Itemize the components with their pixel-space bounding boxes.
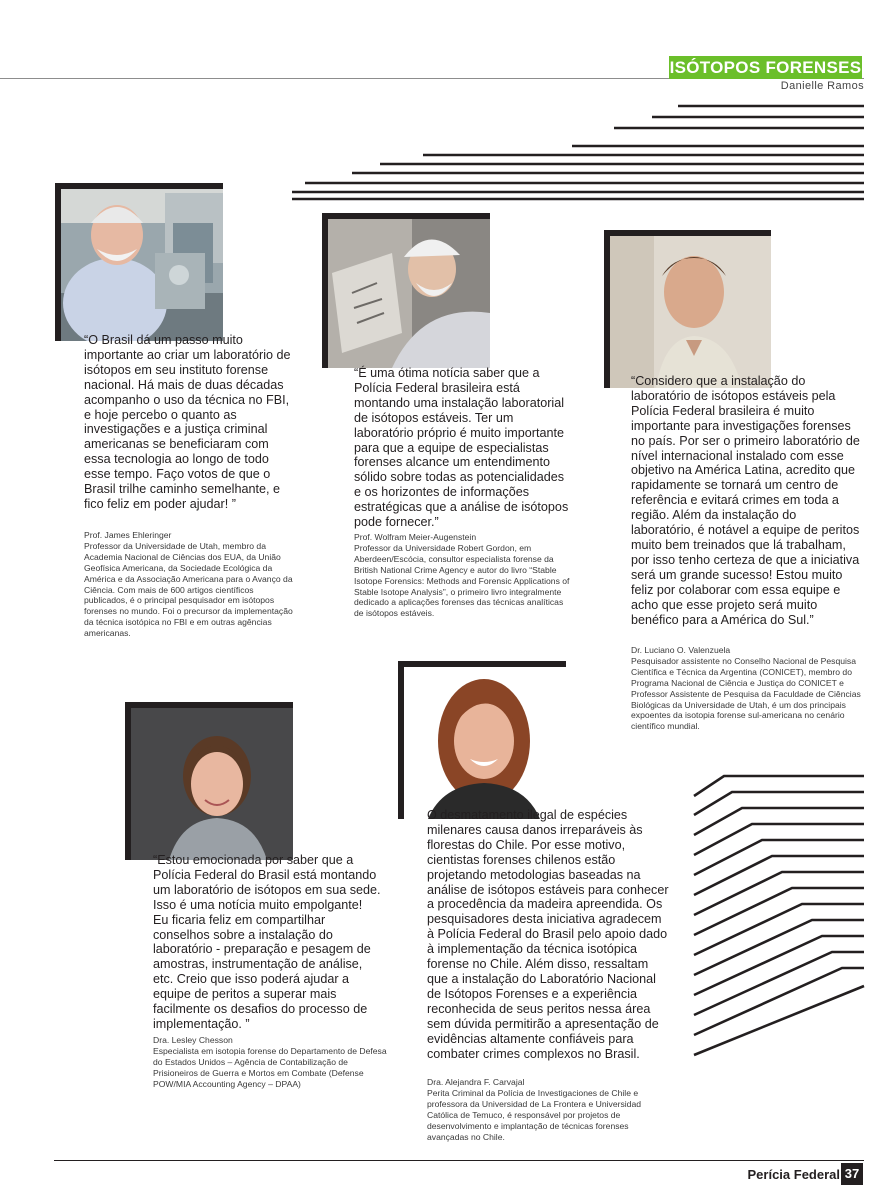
section-tag: ISÓTOPOS FORENSES: [669, 58, 862, 77]
credit-ehleringer: [84, 530, 296, 639]
photo-alejandra-carvajal: [398, 661, 566, 819]
photo-luciano-valenzuela: [604, 230, 771, 388]
page-number: 37: [841, 1163, 863, 1185]
credit-bio: Professor da Universidade Robert Gordon, em Aberdeen/Escócia, consultor especialista forense da British National Crime Agency e autor do livro “Stable Isotope Forensics: Methods and Forensic Applications of Stable Isotope Analysis”, o primeiro livro integralmente dedicado a aplicações forenses das técnicas analíticas de isótopos estáveis.: [354, 542, 570, 619]
credit-bio: Perita Criminal da Polícia de Investigaciones de Chile e professora da Universidad de La Frontera e Universidad Católica de Temuco, é responsável por projetos de desenvolvimento e implantação de técnicas forenses avançadas no Chile.: [427, 1087, 642, 1142]
publication-name: Perícia Federal: [747, 1167, 840, 1182]
photo-james-ehleringer: [55, 183, 223, 341]
credit-bio: Especialista em isotopia forense do Departamento de Defesa do Estados Unidos – Agência de Contabilização de Prisioneiros de Guerra e Mortos em Combate (Defense POW/MIA Accounting Agency – DPAA): [153, 1045, 387, 1089]
article-author: Danielle Ramos: [780, 80, 864, 92]
credit-carvajal: [427, 1077, 669, 1142]
quote-chesson: [153, 853, 381, 1032]
quote-carvajal: [427, 808, 669, 1061]
photo-wolfram-meier-augenstein: [322, 213, 490, 368]
quote-ehleringer: [84, 333, 296, 512]
credit-chesson: [153, 1035, 387, 1090]
credit-name: Dr. Luciano O. Valenzuela: [631, 645, 731, 655]
quote-text: O desmatamento ilegal de espécies milenares causa danos irreparáveis às florestas do Chile. Por esse motivo, cientistas forenses chilenos estão projetando metodologias baseadas na análise de isótopos estáveis para conhecer a procedência da madeira apreendida. Os pesquisadores desta iniciativa agradecem à Polícia Federal do Brasil pelo apoio dado à implementação da técnica isotópica forense no Chile. Além disso, ressaltam que a instalação do Laboratório Nacional de Isótopos Forenses e a experiência reconhecida de seus peritos nessa área sem dúvida permitirão a apresentação de evidências altamente confiáveis para combater crimes complexos no Brasil.: [427, 808, 669, 1061]
credit-name: Prof. James Ehleringer: [84, 530, 172, 540]
quote-text: “Estou emocionada por saber que a Polícia Federal do Brasil está montando um laboratório de isótopos em sua sede. Isso é uma notícia muito empolgante! Eu ficaria feliz em compartilhar conselhos sobre a instalação do laboratório - preparação e pesagem de amostras, instrumentação de análise, etc. Creio que isso poderá ajudar a equipe de peritos a superar mais facilmente os desafios do processo de implementação. ”: [153, 853, 381, 1031]
footer-rule: [54, 1160, 864, 1161]
credit-name: Dra. Lesley Chesson: [153, 1035, 233, 1045]
credit-name: Dra. Alejandra F. Carvajal: [427, 1077, 525, 1087]
credit-bio: Professor da Universidade de Utah, membro da Academia Nacional de Ciências dos EUA, da União Geofísica Americana, da Sociedade Ecológica da América e da Associação Americana para o Avanço da Ciência. Com mais de 600 artigos científicos publicados, é o principal pesquisador em isótopos forenses no mundo. Foi o precursor da implementação da técnica isotópica no FBI e em outras agências americanas.: [84, 540, 293, 639]
credit-bio: Pesquisador assistente no Conselho Nacional de Pesquisa Científica e Técnica da Argentina (CONICET), membro do Programa Nacional de Ciência e Justiça do CONICET e Professor Assistente de Pesquisa da Faculdade de Ciências Biológicas da Universidade de Utah, é um dos principais expoentes da isotopia forense sul-americana no cenário científico mundial.: [631, 655, 861, 732]
quote-text: “O Brasil dá um passo muito importante ao criar um laboratório de isótopos em seu instituto forense nacional. Há mais de duas décadas acompanho o uso da técnica no FBI, e hoje percebo o quanto as investigações e a justiça criminal americanas se beneficiaram com essa tecnologia ao longo de todo esse tempo. Faço votos de que o Brasil trilhe caminho semelhante, e fico feliz em poder ajudar! ”: [84, 333, 291, 511]
credit-meier-augenstein: [354, 532, 572, 619]
credit-name: Prof. Wolfram Meier-Augenstein: [354, 532, 477, 542]
credit-valenzuela: [631, 645, 861, 732]
quote-valenzuela: [631, 374, 861, 627]
quote-meier-augenstein: [354, 366, 572, 530]
quote-text: “É uma ótima notícia saber que a Polícia Federal brasileira está montando uma instalação laboratorial de isótopos estáveis. Ter um laboratório próprio é muito importante para que a equipe de especialistas forenses alcance um entendimento sólido sobre todas as potencialidades e os horizontes de informações estratégicas que a análise de isótopos pode fornecer.”: [354, 366, 569, 530]
quote-text: “Considero que a instalação do laboratório de isótopos estáveis pela Polícia Federal brasileira é muito importante para investigações forenses no país. Por ser o primeiro laboratório de nível internacional instalado com esse objetivo na América Latina, acredito que rapidamente se tornará um centro de referência e evitará crimes em toda a região. Além da instalação do laboratório, é notável a equipe de peritos muito bem treinados que lá trabalham, por isso tenho certeza de que a iniciativa será um grande sucesso! Estou muito feliz por colaborar com essa equipe e acho que esse projeto será muito benéfico para a América do Sul.”: [631, 374, 860, 627]
photo-lesley-chesson: [125, 702, 293, 860]
